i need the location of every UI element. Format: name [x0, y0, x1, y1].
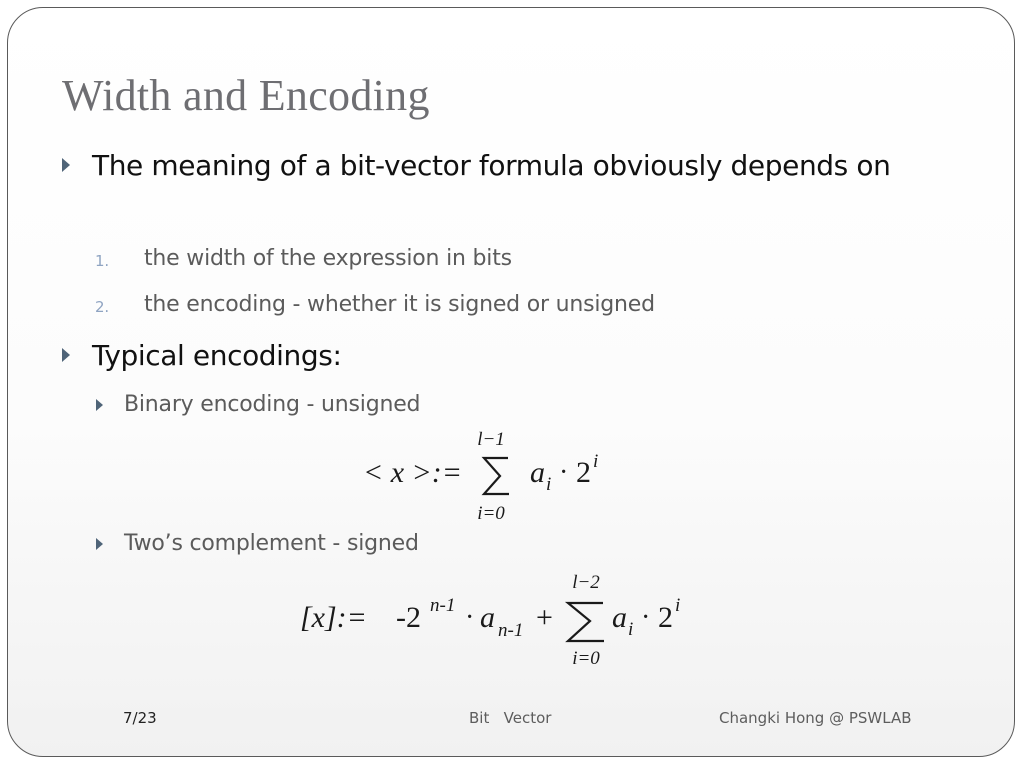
term-subscript: i	[628, 619, 634, 640]
formula-unsigned	[360, 424, 620, 524]
bullet-arrow-icon	[62, 348, 70, 362]
term-exponent: i	[675, 595, 681, 616]
neg-two: -2	[396, 601, 421, 634]
bullet-typical-encodings	[92, 334, 342, 378]
formula-signed-svg	[298, 567, 698, 671]
sub-bullet-text: Two’s complement - signed	[124, 531, 419, 556]
bullet-text: The meaning of a bit-vector formula obviously depends on	[92, 149, 891, 182]
first-subscript: n-1	[498, 620, 524, 641]
first-dot: ·	[465, 602, 475, 633]
sum-lower-limit: i=0	[477, 503, 505, 524]
sub-bullet-arrow-icon	[96, 399, 103, 411]
term-base: a	[530, 456, 545, 489]
item-text: the encoding - whether it is signed or unsigned	[144, 292, 655, 317]
item-number: 2.	[95, 298, 109, 316]
sub-bullet-text: Binary encoding - unsigned	[124, 392, 421, 417]
first-a: a	[480, 601, 495, 634]
term-subscript: i	[546, 474, 552, 495]
footer-author: Changki Hong @ PSWLAB	[719, 709, 912, 727]
slide-title: Width and Encoding	[62, 71, 430, 120]
formula-lhs: < x >:=	[363, 456, 463, 489]
sum-sigma-icon	[484, 458, 509, 494]
term-dot: ·	[641, 602, 651, 633]
sum-sigma-icon	[568, 603, 604, 641]
footer-topic: Bit Vector	[469, 709, 552, 727]
footer-page-number: 7/23	[123, 709, 157, 727]
sub-bullet-twos-complement	[124, 529, 419, 559]
sub-bullet-binary-encoding	[124, 390, 420, 420]
formula-signed	[298, 567, 698, 671]
formula-unsigned-svg	[360, 424, 620, 524]
sum-upper-limit: l−2	[572, 572, 600, 593]
plus-sign: +	[536, 601, 553, 634]
term-two: 2	[658, 601, 673, 634]
term-base: a	[612, 601, 627, 634]
bullet-arrow-icon	[62, 158, 70, 172]
bullet-text: Typical encodings:	[92, 339, 342, 372]
sub-bullet-arrow-icon	[96, 538, 103, 550]
sum-lower-limit: i=0	[572, 648, 600, 669]
item-number: 1.	[95, 252, 109, 270]
item-text: the width of the expression in bits	[144, 246, 512, 271]
formula-lhs: [x]:=	[300, 601, 367, 634]
sum-upper-limit: l−1	[477, 429, 505, 450]
term-two: 2	[576, 456, 591, 489]
bullet-meaning	[92, 144, 942, 188]
first-exponent: n-1	[430, 595, 456, 616]
term-exponent: i	[593, 451, 599, 472]
term-dot: ·	[559, 457, 569, 488]
